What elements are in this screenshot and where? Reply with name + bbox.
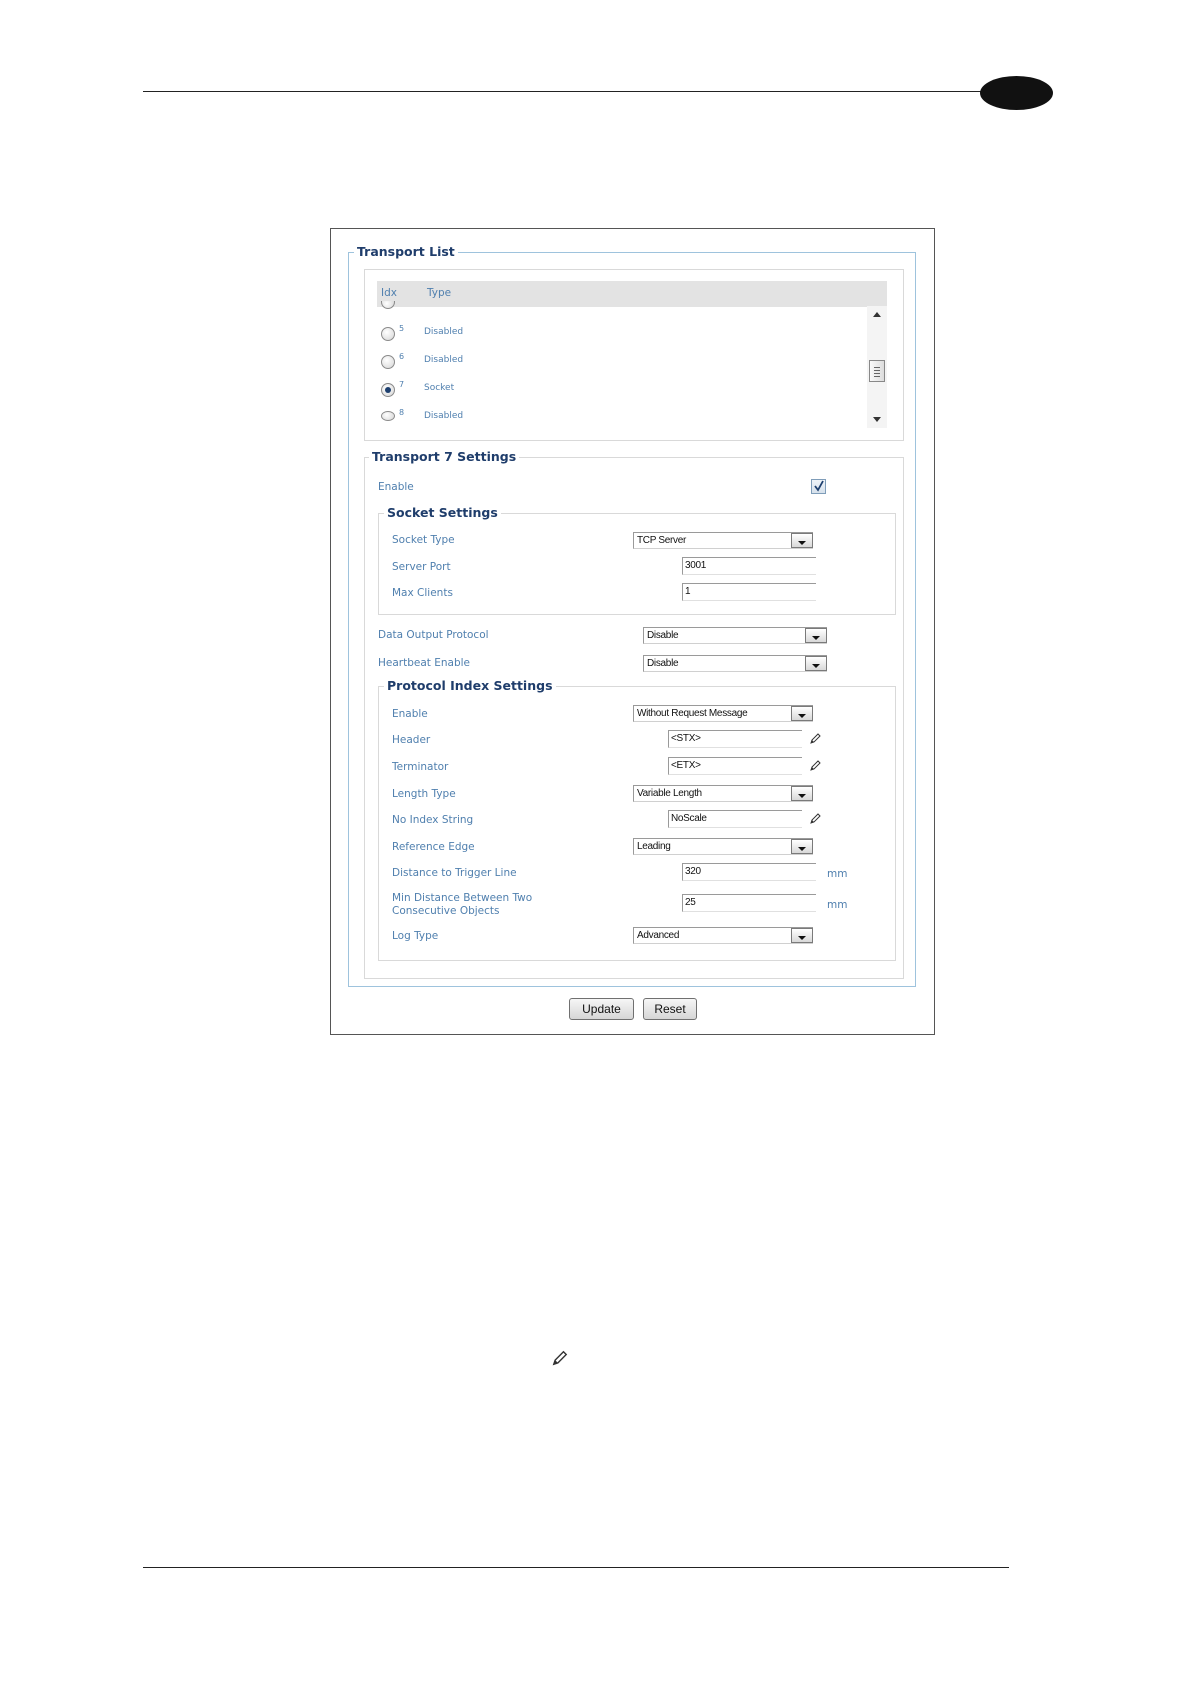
socket-type-value: TCP Server	[637, 535, 687, 546]
reference-edge-select[interactable]	[633, 838, 813, 855]
header-label: Header	[392, 734, 431, 746]
transport-list-header	[377, 281, 887, 307]
transport-row-type: Disabled	[424, 355, 464, 365]
transport-row-idx: 7	[399, 380, 405, 389]
transport-list-box	[364, 269, 904, 441]
protocol-enable-value: Without Request Message	[637, 708, 748, 719]
min-distance-unit: mm	[827, 899, 848, 911]
transport-row-type: Socket	[424, 383, 455, 393]
distance-unit: mm	[827, 868, 848, 880]
transport-row-type: Disabled	[424, 327, 464, 337]
pencil-icon[interactable]	[809, 759, 822, 772]
data-output-protocol-select[interactable]	[643, 627, 827, 644]
log-type-value: Advanced	[637, 930, 680, 941]
transport-enable-checkbox[interactable]	[811, 479, 826, 494]
heartbeat-enable-select[interactable]	[643, 655, 827, 672]
heartbeat-enable-value: Disable	[647, 658, 679, 669]
heartbeat-enable-label: Heartbeat Enable	[378, 657, 471, 669]
scroll-up-arrow-icon[interactable]	[873, 312, 881, 317]
socket-settings-group	[378, 505, 896, 615]
footer-rule	[143, 1567, 1009, 1568]
min-distance-label: Min Distance Between Two Consecutive Objects	[392, 892, 533, 917]
dropdown-arrow-icon[interactable]	[791, 786, 813, 801]
scroll-thumb[interactable]	[869, 360, 885, 382]
dropdown-arrow-icon[interactable]	[791, 706, 813, 721]
protocol-index-title: Protocol Index Settings	[384, 679, 556, 693]
transport-row-radio[interactable]	[381, 327, 395, 341]
transport-settings-title: Transport 7 Settings	[369, 450, 519, 464]
column-header-idx: Idx	[381, 287, 397, 299]
update-button[interactable]: Update	[569, 998, 634, 1020]
socket-type-label: Socket Type	[392, 534, 455, 546]
max-clients-label: Max Clients	[392, 587, 453, 599]
transport-row-idx: 6	[399, 352, 405, 361]
log-type-select[interactable]	[633, 927, 813, 944]
transport-enable-label: Enable	[378, 481, 414, 493]
socket-type-select[interactable]	[633, 532, 813, 549]
protocol-enable-label: Enable	[392, 708, 428, 720]
server-port-input[interactable]: 3001	[682, 557, 816, 575]
terminator-label: Terminator	[392, 761, 449, 773]
length-type-value: Variable Length	[637, 788, 702, 799]
length-type-select[interactable]	[633, 785, 813, 802]
header-rule	[143, 91, 985, 92]
transport-list-scrollbar[interactable]	[867, 306, 887, 428]
dropdown-arrow-icon[interactable]	[805, 628, 827, 643]
transport-row-idx: 5	[399, 324, 405, 333]
page-tab-marker	[980, 76, 1053, 110]
dropdown-arrow-icon[interactable]	[791, 839, 813, 854]
dropdown-arrow-icon[interactable]	[805, 656, 827, 671]
log-type-label: Log Type	[392, 930, 439, 942]
data-output-protocol-label: Data Output Protocol	[378, 629, 489, 641]
column-header-type: Type	[427, 287, 452, 299]
no-index-string-input[interactable]: NoScale	[668, 810, 802, 828]
transport-row-radio-selected[interactable]	[381, 383, 395, 397]
transport-row-idx: 8	[399, 408, 405, 417]
transport-row-radio[interactable]	[381, 355, 395, 369]
dropdown-arrow-icon[interactable]	[791, 928, 813, 943]
distance-to-trigger-input[interactable]: 320	[682, 863, 816, 881]
pencil-icon[interactable]	[809, 732, 822, 745]
reference-edge-label: Reference Edge	[392, 841, 475, 853]
transport-settings-group	[364, 449, 904, 979]
header-input[interactable]: <STX>	[668, 730, 802, 748]
transport-row-radio[interactable]	[381, 411, 395, 421]
min-distance-input[interactable]: 25	[682, 894, 816, 912]
max-clients-input[interactable]: 1	[682, 583, 816, 601]
transport-list-group	[348, 244, 916, 987]
no-index-string-label: No Index String	[392, 814, 474, 826]
protocol-enable-select[interactable]	[633, 705, 813, 722]
terminator-input[interactable]: <ETX>	[668, 757, 802, 775]
data-output-protocol-value: Disable	[647, 630, 679, 641]
transport-row-radio-partial	[381, 301, 395, 309]
pencil-icon	[551, 1349, 569, 1367]
length-type-label: Length Type	[392, 788, 456, 800]
check-icon	[813, 480, 825, 493]
socket-settings-title: Socket Settings	[384, 506, 501, 520]
reference-edge-value: Leading	[637, 841, 671, 852]
transport-list-title: Transport List	[354, 245, 458, 259]
server-port-label: Server Port	[392, 561, 451, 573]
config-panel-screenshot	[330, 228, 935, 1035]
distance-to-trigger-label: Distance to Trigger Line	[392, 867, 517, 879]
protocol-index-settings-group	[378, 678, 896, 961]
dropdown-arrow-icon[interactable]	[791, 533, 813, 548]
transport-row-type: Disabled	[424, 411, 464, 421]
pencil-icon[interactable]	[809, 812, 822, 825]
scroll-down-arrow-icon[interactable]	[873, 417, 881, 422]
reset-button[interactable]: Reset	[643, 998, 697, 1020]
